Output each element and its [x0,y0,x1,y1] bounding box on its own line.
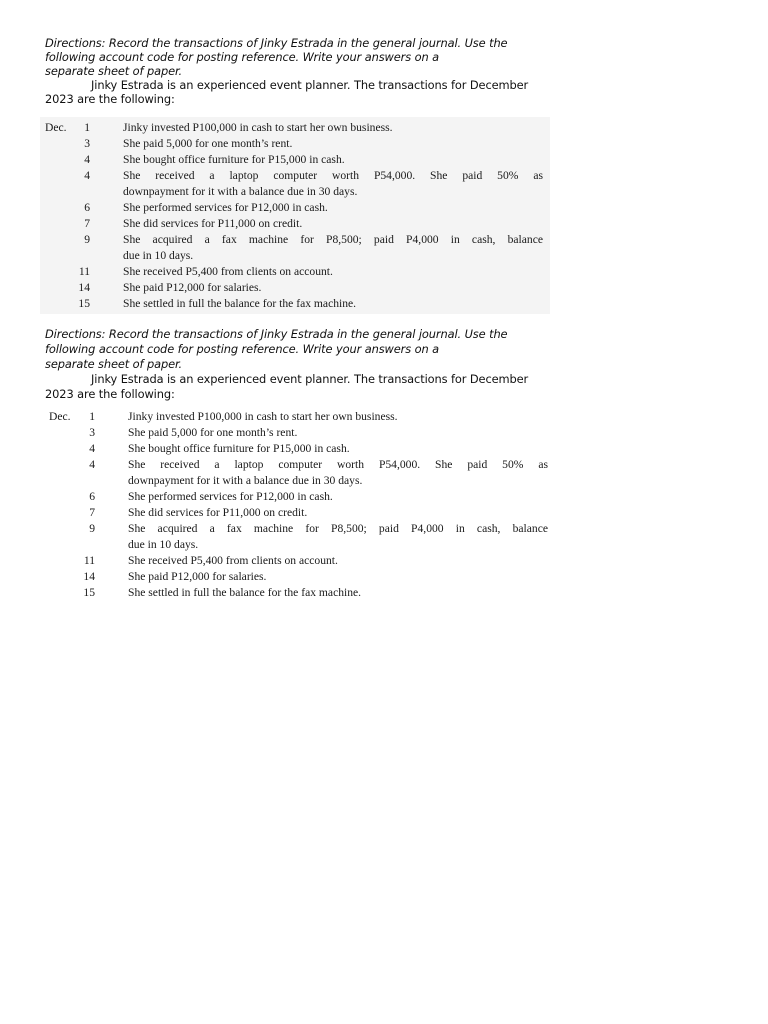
transaction-text: She did services for P11,000 on credit. [128,506,308,519]
transaction-text: She performed services for P12,000 in cash. [128,490,333,503]
table-row [40,137,550,153]
table-row [44,522,559,538]
table-row [44,554,559,570]
intro-line: Jinky Estrada is an experienced event planner. The transactions for December [91,372,529,386]
transaction-text: She settled in full the balance for the fax machine. [128,586,362,599]
day-number: 1 [84,121,90,134]
table-row [40,233,550,249]
day-number: 1 [89,410,95,423]
transaction-text: Jinky invested P100,000 in cash to start her own business. [123,121,393,134]
table-row [40,265,550,281]
transaction-text: She did services for P11,000 on credit. [123,217,303,230]
transaction-text: She settled in full the balance for the fax machine. [123,297,357,310]
day-number: 4 [89,458,95,471]
transaction-text: She received P5,400 from clients on account. [128,554,338,567]
day-number: 4 [84,153,90,166]
transaction-text: Jinky invested P100,000 in cash to start her own business. [128,410,398,423]
transactions-table [40,117,550,314]
day-number: 15 [78,297,90,310]
directions-line: separate sheet of paper. [45,357,183,371]
table-row-continuation [40,185,550,201]
table-row [44,490,559,506]
section-2 [45,327,565,402]
transaction-text: She performed services for P12,000 in cash. [123,201,328,214]
intro-line: 2023 are the following: [45,387,175,401]
table-row [44,442,559,458]
day-number: 3 [89,426,95,439]
table-row [44,586,559,602]
day-number: 14 [83,570,95,583]
day-number: 7 [89,506,95,519]
table-row [44,410,559,426]
day-number: 4 [89,442,95,455]
day-number: 9 [84,233,90,246]
directions-line: Directions: Record the transactions of Jinky Estrada in the general journal. Use the [45,36,508,50]
intro-text [45,372,565,402]
directions-line: Directions: Record the transactions of Jinky Estrada in the general journal. Use the [45,327,508,341]
transaction-text: She received a laptop computer worth P54,000. She paid 50% as [128,458,548,471]
table-row [40,121,550,137]
month-label: Dec. [45,121,67,134]
transaction-text: downpayment for it with a balance due in 30 days. [123,185,358,198]
transaction-text: She paid P12,000 for salaries. [128,570,267,583]
table-row-continuation [40,249,550,265]
month-label: Dec. [49,410,71,423]
table-row [44,506,559,522]
table-row [44,458,559,474]
day-number: 6 [89,490,95,503]
transaction-text: downpayment for it with a balance due in 30 days. [128,474,363,487]
transaction-text: She received P5,400 from clients on account. [123,265,333,278]
day-number: 15 [83,586,95,599]
day-number: 11 [83,554,95,567]
day-number: 14 [78,281,90,294]
intro-text [45,78,565,106]
transactions-table [44,408,559,603]
transaction-text: She acquired a fax machine for P8,500; paid P4,000 in cash, balance [123,233,543,246]
directions-line: following account code for posting reference. Write your answers on a [45,50,439,64]
transaction-text: She paid 5,000 for one month’s rent. [128,426,298,439]
transaction-text: She paid P12,000 for salaries. [123,281,262,294]
day-number: 9 [89,522,95,535]
table-row [40,201,550,217]
table-row [40,281,550,297]
table-row [40,153,550,169]
table-row [40,297,550,313]
transaction-text: due in 10 days. [123,249,194,262]
table-row [44,570,559,586]
table-row-continuation [44,538,559,554]
intro-line: 2023 are the following: [45,92,175,106]
day-number: 7 [84,217,90,230]
transaction-text: She acquired a fax machine for P8,500; paid P4,000 in cash, balance [128,522,548,535]
table-row-continuation [44,474,559,490]
day-number: 6 [84,201,90,214]
transaction-text: She bought office furniture for P15,000 in cash. [128,442,350,455]
intro-line: Jinky Estrada is an experienced event planner. The transactions for December [91,78,529,92]
transaction-text: She received a laptop computer worth P54,000. She paid 50% as [123,169,543,182]
directions-text [45,36,565,78]
table-row [44,426,559,442]
transaction-text: due in 10 days. [128,538,199,551]
transaction-text: She paid 5,000 for one month’s rent. [123,137,293,150]
directions-line: separate sheet of paper. [45,64,183,78]
directions-line: following account code for posting reference. Write your answers on a [45,342,439,356]
day-number: 4 [84,169,90,182]
day-number: 3 [84,137,90,150]
transaction-text: She bought office furniture for P15,000 in cash. [123,153,345,166]
table-row [40,169,550,185]
section-1 [45,36,565,106]
day-number: 11 [78,265,90,278]
directions-text [45,327,565,372]
table-row [40,217,550,233]
